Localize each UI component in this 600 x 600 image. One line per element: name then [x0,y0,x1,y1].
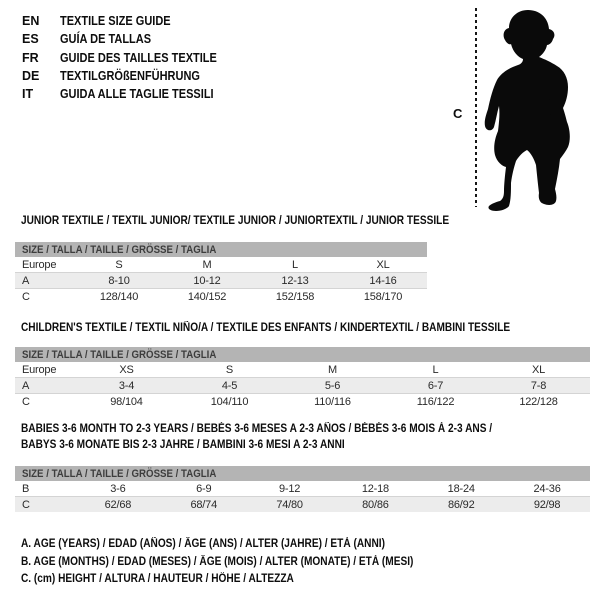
language-row-de [22,67,238,85]
row-label: C [22,498,30,511]
language-title: TEXTILE SIZE GUIDE [60,14,171,29]
size-header-bar: SIZE / TALLA / TAILLE / GRÖSSE / TAGLIA [15,466,590,481]
table-cell: XL [376,258,390,271]
row-label: C [22,395,30,408]
language-code: IT [22,87,34,102]
table-cell: L [432,363,439,376]
footnote-height-cm: C. (cm) HEIGHT / ALTURA / HAUTEUR / HÖHE / ALTEZZA [21,573,294,585]
table-cell: 12-13 [281,274,309,287]
table-cell: 128/140 [99,290,139,303]
table-cell: 12-18 [361,482,389,495]
row-label: A [22,379,30,392]
table-cell: 98/104 [110,395,143,408]
table-row [15,378,590,394]
table-cell: 4-5 [221,379,238,392]
children-table [15,347,590,409]
babies-table-title-line1: BABIES 3-6 MONTH TO 2-3 YEARS / BEBÉS 3-6 MESES A 2-3 AÑOS / BÉBÉS 3-6 MOIS À 2-3 ANS / [21,423,493,435]
language-title: TEXTILGRÖßENFÜHRUNG [60,69,200,84]
table-cell: 104/110 [210,395,249,408]
language-title: GUÍA DE TALLAS [60,32,152,47]
table-cell: M [328,363,337,376]
row-label: Europe [22,363,57,376]
table-cell: 9-12 [278,482,301,495]
table-cell: 62/68 [104,498,132,511]
table-cell: 152/158 [275,290,315,303]
table-cell: 3-6 [110,482,126,495]
table-cell: 18-24 [447,482,475,495]
table-cell: XS [119,363,134,376]
table-cell: 7-8 [530,379,547,392]
table-cell: 110/116 [314,395,351,408]
babies-table [15,466,590,512]
table-cell: 122/128 [519,395,558,408]
junior-table-title: JUNIOR TEXTILE / TEXTIL JUNIOR/ TEXTILE JUNIOR / JUNIORTEXTIL / JUNIOR TESSILE [21,215,450,227]
table-row [15,497,590,512]
language-title: GUIDA ALLE TAGLIE TESSILI [60,87,214,102]
table-row [15,273,427,289]
table-cell: XL [531,363,546,376]
language-code: EN [22,14,40,29]
size-header-bar: SIZE / TALLA / TAILLE / GRÖSSE / TAGLIA [15,242,427,257]
children-table-title: CHILDREN'S TEXTILE / TEXTIL NIÑO/A / TEXTILE DES ENFANTS / KINDERTEXTIL / BAMBINI TESSILE [21,322,511,334]
table-cell: 8-10 [108,274,130,287]
table-row [15,257,427,273]
height-measure-label: C [453,106,463,121]
table-cell: 5-6 [324,379,341,392]
table-cell: 80/86 [362,498,389,511]
table-row [15,481,590,497]
row-label: C [22,290,30,303]
language-code: FR [22,50,39,65]
table-cell: 10-12 [193,274,221,287]
language-row-fr [22,49,238,67]
language-code: DE [22,69,40,84]
language-title: GUIDE DES TAILLES TEXTILE [60,50,217,65]
table-cell: 6-9 [196,482,212,495]
language-list [22,12,238,103]
table-cell: 24-36 [533,482,561,495]
table-cell: 14-16 [369,274,397,287]
language-row-es [22,30,238,48]
table-cell: L [292,258,298,271]
table-cell: 92/98 [533,498,561,511]
table-cell: 116/122 [416,395,455,408]
table-cell: 86/92 [447,498,475,511]
table-cell: M [202,258,212,271]
footnote-age-months: B. AGE (MONTHS) / EDAD (MESES) / ÂGE (MOIS) / ALTER (MONATE) / ETÀ (MESI) [21,556,414,568]
size-header-bar: SIZE / TALLA / TAILLE / GRÖSSE / TAGLIA [15,347,590,362]
table-cell: 3-4 [118,379,135,392]
language-code: ES [22,32,39,47]
junior-table [15,242,427,304]
babies-table-title-line2: BABYS 3-6 MONATE BIS 2-3 JAHRE / BAMBINI 3-6 MESI A 2-3 ANNI [21,439,345,451]
table-cell: 68/74 [190,498,217,511]
row-label: B [22,482,30,495]
table-cell: 74/80 [276,498,303,511]
language-row-en [22,12,238,30]
language-row-it [22,85,238,103]
row-label: A [22,274,30,287]
table-cell: S [115,258,123,271]
footnote-age-years: A. AGE (YEARS) / EDAD (AÑOS) / ÂGE (ANS) / ALTER (JAHRE) / ETÀ (ANNI) [21,538,385,550]
table-cell: 158/170 [363,290,403,303]
table-cell: 6-7 [427,379,444,392]
table-row [15,362,590,378]
height-measure-dashed-line [475,8,477,207]
table-cell: S [225,363,234,376]
row-label: Europe [22,258,57,271]
table-row [15,289,427,304]
toddler-silhouette-icon [483,6,595,214]
table-cell: 140/152 [187,290,227,303]
table-row [15,394,590,409]
